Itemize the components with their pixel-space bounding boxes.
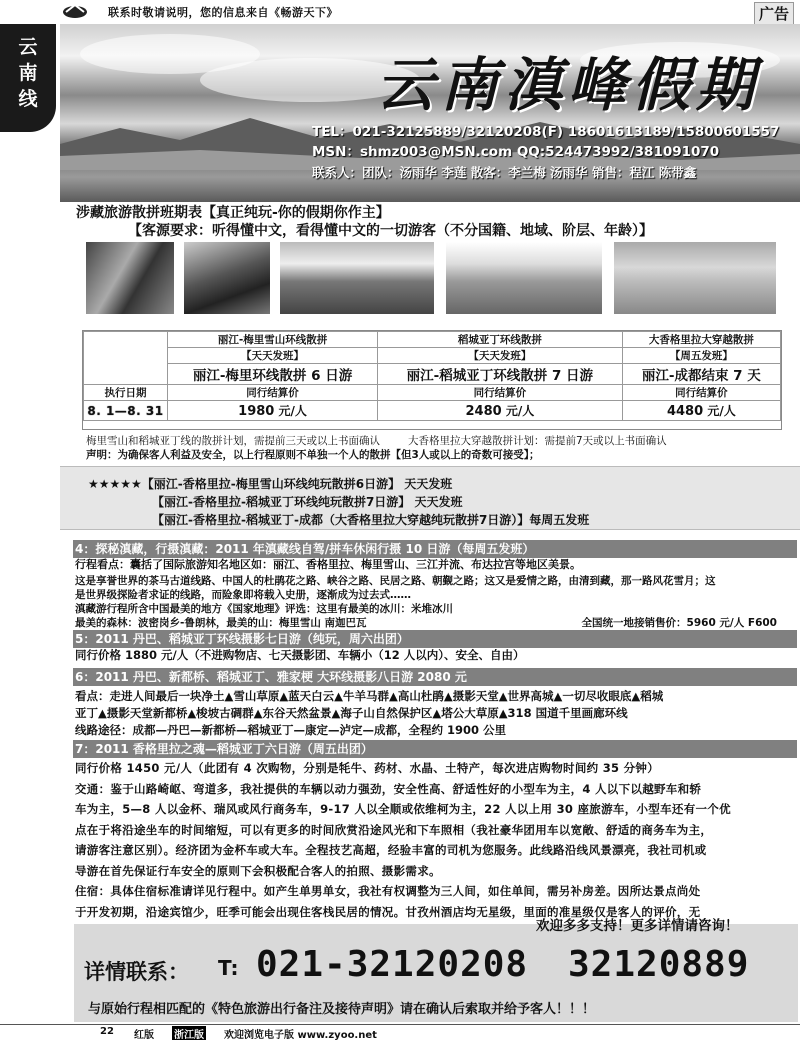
region-tab-char: 线 — [18, 88, 38, 110]
route-frequency: 【天天发班】 — [378, 348, 623, 364]
price-unit: 元/人 — [505, 404, 535, 418]
meadow-photo — [614, 242, 776, 314]
section-7-line: 点在于将沿途坐车的时间缩短，可以有更多的时间欣赏沿途风光和下车照相（我社豪华团用车以宽敞、舒适的商务车为主， — [75, 822, 713, 837]
section-4-highlights: 行程看点：囊括了国际旅游知名地区如：丽江、香格里拉、梅里雪山、三江并流、布达拉宫等地区美景。 — [75, 558, 581, 571]
price-label: 同行结算价 — [622, 385, 780, 401]
section-7-line: 车为主，5—8 人以金杯、瑞风或风行商务车，9-17 人以全顺或依维柯为主，22 人以上用 30 座旅游车，小型车还有一个优 — [75, 802, 731, 816]
section-7-line: 交通：鉴于山路崎岖、弯道多，我社提供的车辆以动力强劲，安全性高、舒适性好的小型车为主，4 人以下以越野车和轿 — [75, 781, 702, 796]
region-tab-char: 云 — [18, 36, 38, 58]
section-4-text: 滇藏游行程所含中国最美的地方《国家地理》评选：这里有最美的冰川：米堆冰川 — [75, 603, 453, 615]
section-4-text: 最美的森林：波密岗乡-鲁朗林，最美的山：梅里雪山 南迦巴瓦 — [75, 617, 367, 629]
section-7-line: 同行价格 1450 元/人（此团有 4 次购物，分别是牦牛、药材、水晶、土特产，每次进店购物时间约 35 分钟） — [75, 761, 660, 775]
route-frequency: 【周五发班】 — [622, 348, 780, 364]
region-tab-char: 南 — [18, 62, 38, 84]
route-title: 丽江-成都结束 7 天 — [622, 364, 780, 385]
canyon-photo — [86, 242, 174, 314]
contact-msn-qq: MSN：shmz003@MSN.com QQ:524473992/381091070 — [312, 144, 720, 160]
route-title: 丽江-稻城亚丁环线散拼 7 日游 — [378, 364, 623, 385]
region-label: 浙江版 — [172, 1026, 206, 1040]
contact-persons: 联系人：团队：汤雨华 李莲 散客：李兰梅 汤雨华 销售：程江 陈带鑫 — [312, 165, 697, 180]
price-value: 2480 — [465, 404, 502, 419]
top-bar — [0, 0, 800, 24]
contact-label: 详情联系： — [84, 960, 189, 984]
section-4-row — [75, 616, 797, 631]
phone-number-primary: 021-32120208 — [256, 944, 529, 985]
price-value: 4480 — [666, 404, 704, 419]
source-notice: 联系时敬请说明，您的信息来自《畅游天下》 — [108, 6, 338, 19]
booking-statement: 声明：为确保客人利益及安全，以上行程原则不单独一个人的散拼【但3人或以上的奇数可接受】； — [86, 449, 540, 461]
route-frequency: 【天天发班】 — [168, 348, 378, 364]
schedule-requirement: 【客源要求：听得懂中文，看得懂中文的一切游客（不分国籍、地域、阶层、年龄）】 — [128, 223, 653, 239]
route-name: 稻城亚丁环线散拼 — [378, 332, 623, 348]
callout-note: 与原始行程相匹配的《特色旅游出行备注及接待声明》请在确认后索取并给予客人！！！ — [88, 1002, 596, 1017]
exec-date-label: 执行日期 — [84, 385, 168, 401]
price-unit: 元/人 — [278, 404, 307, 418]
route-name: 丽江-梅里雪山环线散拼 — [168, 332, 378, 348]
section-4-text: 是世界级探险者求证的线路，而险象即将载入史册，逐渐成为过去式…… — [75, 589, 411, 601]
section-5-header: 5：2011 丹巴、稻城亚丁环线摄影七日游（纯玩，周六出团） — [73, 630, 797, 648]
exec-dates: 8. 1—8. 31 — [84, 401, 168, 421]
website-text: 欢迎浏览电子版 www.zyoo.net — [224, 1030, 377, 1040]
price-value: 1980 — [238, 404, 275, 419]
route-price — [168, 401, 378, 421]
route-price — [378, 401, 623, 421]
schedule-title: 涉藏旅游散拼班期表【真正纯玩-你的假期你作主】 — [76, 205, 390, 221]
route-price-table — [82, 330, 782, 430]
section-4-text: 这是享誉世界的茶马古道线路、中国人的杜鹃花之路、峡谷之路、民居之路、朝觐之路；这又是爱情之路，由清到藏，那一路风花雪月；这 — [75, 575, 716, 587]
hero-banner — [60, 24, 800, 202]
grassland-photo — [446, 242, 602, 314]
promo-line: 【丽江-香格里拉-稻城亚丁-成都（大香格里拉大穿越纯玩散拼7日游）】每周五发班 — [152, 513, 590, 527]
region-tab — [0, 24, 56, 132]
section-6-route: 线路途径：成都—丹巴—新都桥—稻城亚丁—康定—泸定—成都，全程约 1900 公里 — [75, 723, 507, 737]
photo-strip — [86, 242, 776, 314]
promo-line: 【丽江-香格里拉-稻城亚丁环线纯玩散拼7日游】 天天发班 — [152, 495, 463, 509]
section-7-header: 7：2011 香格里拉之魂—稻城亚丁六日游（周五出团） — [73, 740, 797, 758]
ad-badge: 广告 — [754, 2, 794, 25]
price-unit: 元/人 — [707, 404, 736, 418]
note-meili: 梅里雪山和稻城亚丁线的散拼计划，需提前三天或以上书面确认 — [86, 435, 380, 447]
phone-prefix: T: — [218, 956, 239, 980]
section-6-text: 看点：走进人间最后一块净土▲雪山草原▲蓝天白云▲牛羊马群▲高山杜鹃▲摄影天堂▲世界高城▲一切尽收眼底▲稻城 — [75, 689, 664, 703]
magazine-logo-icon — [62, 3, 88, 19]
promo-line: ★★★★★【丽江-香格里拉-梅里雪山环线纯玩散拼6日游】 天天发班 — [88, 477, 453, 491]
section-6-header: 6：2011 丹巴、新都桥、稻城亚丁、雅家梗 大环线摄影八日游 2080 元 — [73, 668, 797, 686]
section-7-line: 导游在首先保证行车安全的原则下会积极配合客人的拍照、摄影需求。 — [75, 863, 441, 878]
page-footer — [0, 1024, 800, 1040]
price-label: 同行结算价 — [378, 385, 623, 401]
table-corner — [84, 332, 168, 385]
page-number: 22 — [100, 1026, 114, 1037]
contact-phones: TEL：021-32125889/32120208(F) 18601613189/15800601557 — [312, 124, 780, 140]
section-6-text: 亚丁▲摄影天堂新都桥▲梭坡古碉群▲东谷天然盆景▲海子山自然保护区▲塔公大草原▲318 国道千里画廊环线 — [75, 706, 628, 720]
section-7-line: 住宿：具体住宿标准请详见行程中。如产生单男单女，我社有权调整为三人间，如住单间，需另补房差。因所达景点尚处 — [75, 884, 701, 898]
contact-callout — [74, 924, 798, 1022]
section-4-header: 4：探秘滇藏，行摄滇藏：2011 年滇藏线自驾/拼车休闲行摄 10 日游（每周五发班） — [73, 540, 797, 558]
cliff-photo — [184, 242, 270, 314]
monastery-photo — [280, 242, 434, 314]
notes-line — [86, 434, 786, 448]
booking-notes — [86, 434, 786, 462]
price-label: 同行结算价 — [168, 385, 378, 401]
promo-band — [60, 466, 800, 530]
note-shangri-la: 大香格里拉大穿越散拼计划：需提前7天或以上书面确认 — [408, 435, 667, 447]
section-7-line: 请游客注意区别）。经济团为金杯车或大车。全程技艺高超，经验丰富的司机为您服务。此线路沿线风景漂亮，我社司机或 — [75, 843, 707, 857]
welcome-text: 欢迎多多支持！更多详情请咨询！ — [536, 918, 739, 934]
route-name: 大香格里拉大穿越散拼 — [622, 332, 780, 348]
route-price — [622, 401, 780, 421]
section-7-line: 于开发初期，沿途宾馆少，旺季可能会出现住客栈民居的情况。甘孜州酒店均无星级，里面的准星级仅是客人的评价，无 — [75, 904, 701, 919]
edition-label: 红版 — [134, 1030, 154, 1040]
section-4-price: 全国统一地接销售价：5960 元/人 F600 — [581, 617, 777, 629]
route-title: 丽江-梅里环线散拼 6 日游 — [168, 364, 378, 385]
section-5-price: 同行价格 1880 元/人（不进购物店、七天摄影团、车辆小（12 人以内）、安全、自由） — [75, 648, 525, 662]
brand-logo-text: 云南滇峰假期 — [376, 51, 761, 119]
phone-number-secondary: 32120889 — [568, 944, 750, 985]
